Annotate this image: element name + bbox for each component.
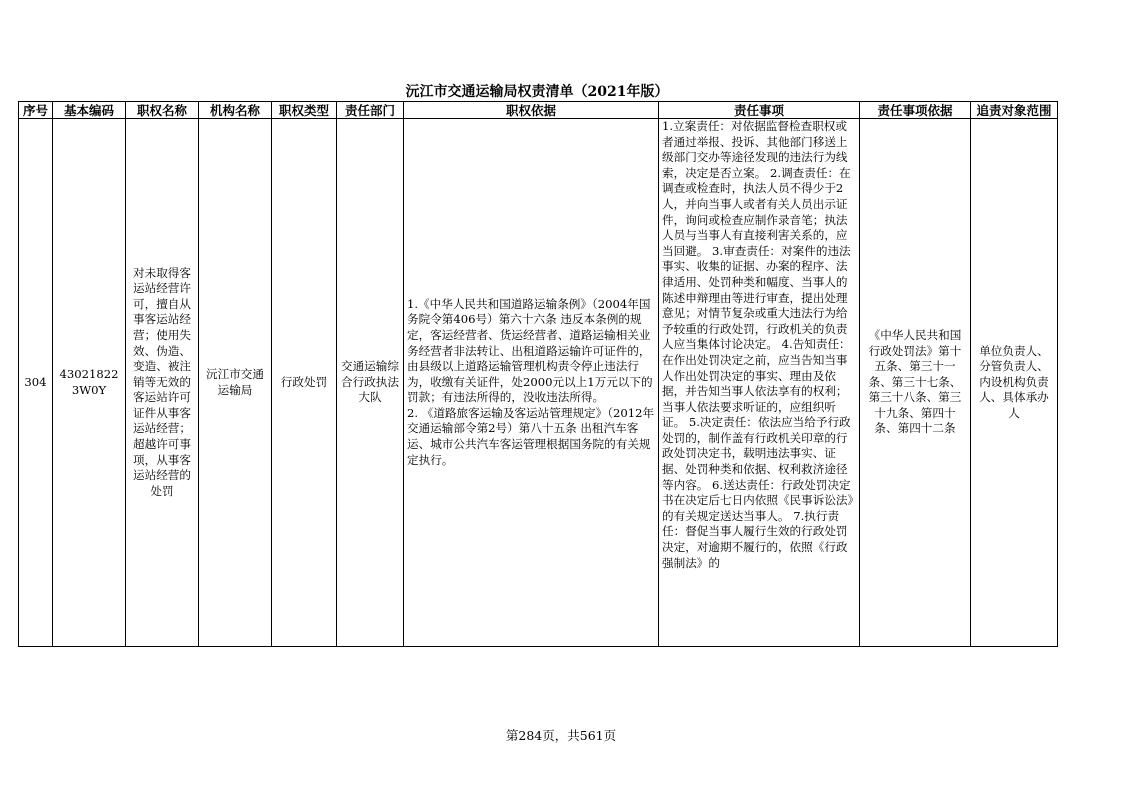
header-code: 基本编码 [53,102,126,119]
basis-text-1: 1.《中华人民共和国道路运输条例》（2004年国务院令第406号）第六十六条 违反本条例的规定，客运经营者、货运经营者、道路运输相关业务经营者非法转让、出租道路运输许可证件的，由县级以上道路运输管理机构责令停止违法行为，收缴有关证件，处2000元以上1万元以下的罚款；有违法所得的，没收违法所得。 [407,296,653,405]
dept-text: 交通运输综合行政执法大队 [341,359,399,405]
cell-org-name [199,119,272,647]
code-text: 430218223W0Y [59,366,119,397]
table-row [19,119,1058,647]
power-name-text: 对未取得客运站经营许可，擅自从事客运站经营；使用失效、伪造、变造、被注销等无效的客运站许可证件从事客运站经营；超越许可事项，从事客运站经营的处罚 [133,265,191,498]
header-basis: 职权依据 [404,102,659,119]
duty-basis-text: 《中华人民共和国行政处罚法》第十五条、第三十一条、第三十七条、第三十八条、第三十九条、第四十条、第四十二条 [868,327,962,436]
cell-power-type [272,119,337,647]
cell-seq [19,119,53,647]
seq-text: 304 [24,374,47,389]
accountability-text: 单位负责人、分管负责人、内设机构负责人、具体承办人 [979,343,1049,420]
cell-basis [404,119,659,647]
document-title: 沅江市交通运输局权责清单（2021年版） [405,84,669,100]
header-duties: 责任事项 [659,102,860,119]
cell-code [53,119,126,647]
cell-duties [659,119,860,647]
responsibility-table [18,101,1058,647]
table-header-row [19,102,1058,119]
header-seq: 序号 [19,102,53,119]
cell-accountability [971,119,1058,647]
header-duty-basis: 责任事项依据 [860,102,971,119]
duties-text: 1.立案责任：对依据监督检查职权或者通过举报、投诉、其他部门移送上级部门交办等途径发现的违法行为线索，决定是否立案。 2.调查责任：在调查或检查时，执法人员不得少于2人，并向当事人或者有关人员出示证件，询问或检查应制作录音笔；执法人员与当事人有直接利害关系的，应当回避。 3.审查责任：对案件的违法事实、收集的证据、办案的程序、法律适用、处罚种类和幅度、当事人的陈述申辩理由等进行审查，提出处理意见；对情节复杂或重大违法行为给予较重的行政处罚，行政机关的负责人应当集体讨论决定。 4.告知责任：在作出处罚决定之前，应当告知当事人作出处罚决定的事实、理由及依据，并告知当事人依法享有的权利；当事人依法要求听证的，应组织听证。 5.决定责任：依法应当给予行政处罚的，制作盖有行政机关印章的行政处罚决定书，载明违法事实、证据、处罚种类和依据、权利救济途径等内容。 6.送达责任：行政处罚决定书在决定后七日内依照《民事诉讼法》的有关规定送达当事人。 7.执行责任：督促当事人履行生效的行政处罚决定，对逾期不履行的，依照《行政强制法》的 [662,119,854,570]
header-dept: 责任部门 [337,102,404,119]
cell-duty-basis [860,119,971,647]
header-power-name: 职权名称 [126,102,199,119]
header-accountability: 追责对象范围 [971,102,1058,119]
page-number: 第284页，共561页 [505,728,617,743]
basis-text-2: 2. 《道路旅客运输及客运站管理规定》（2012年交通运输部令第2号）第八十五条 出租汽车客运、城市公共汽车客运管理根据国务院的有关规定执行。 [407,405,655,467]
power-type-text: 行政处罚 [280,374,328,389]
cell-power-name [126,119,199,647]
header-org-name: 机构名称 [199,102,272,119]
header-power-type: 职权类型 [272,102,337,119]
org-name-text: 沅江市交通运输局 [206,366,264,397]
cell-dept [337,119,404,647]
